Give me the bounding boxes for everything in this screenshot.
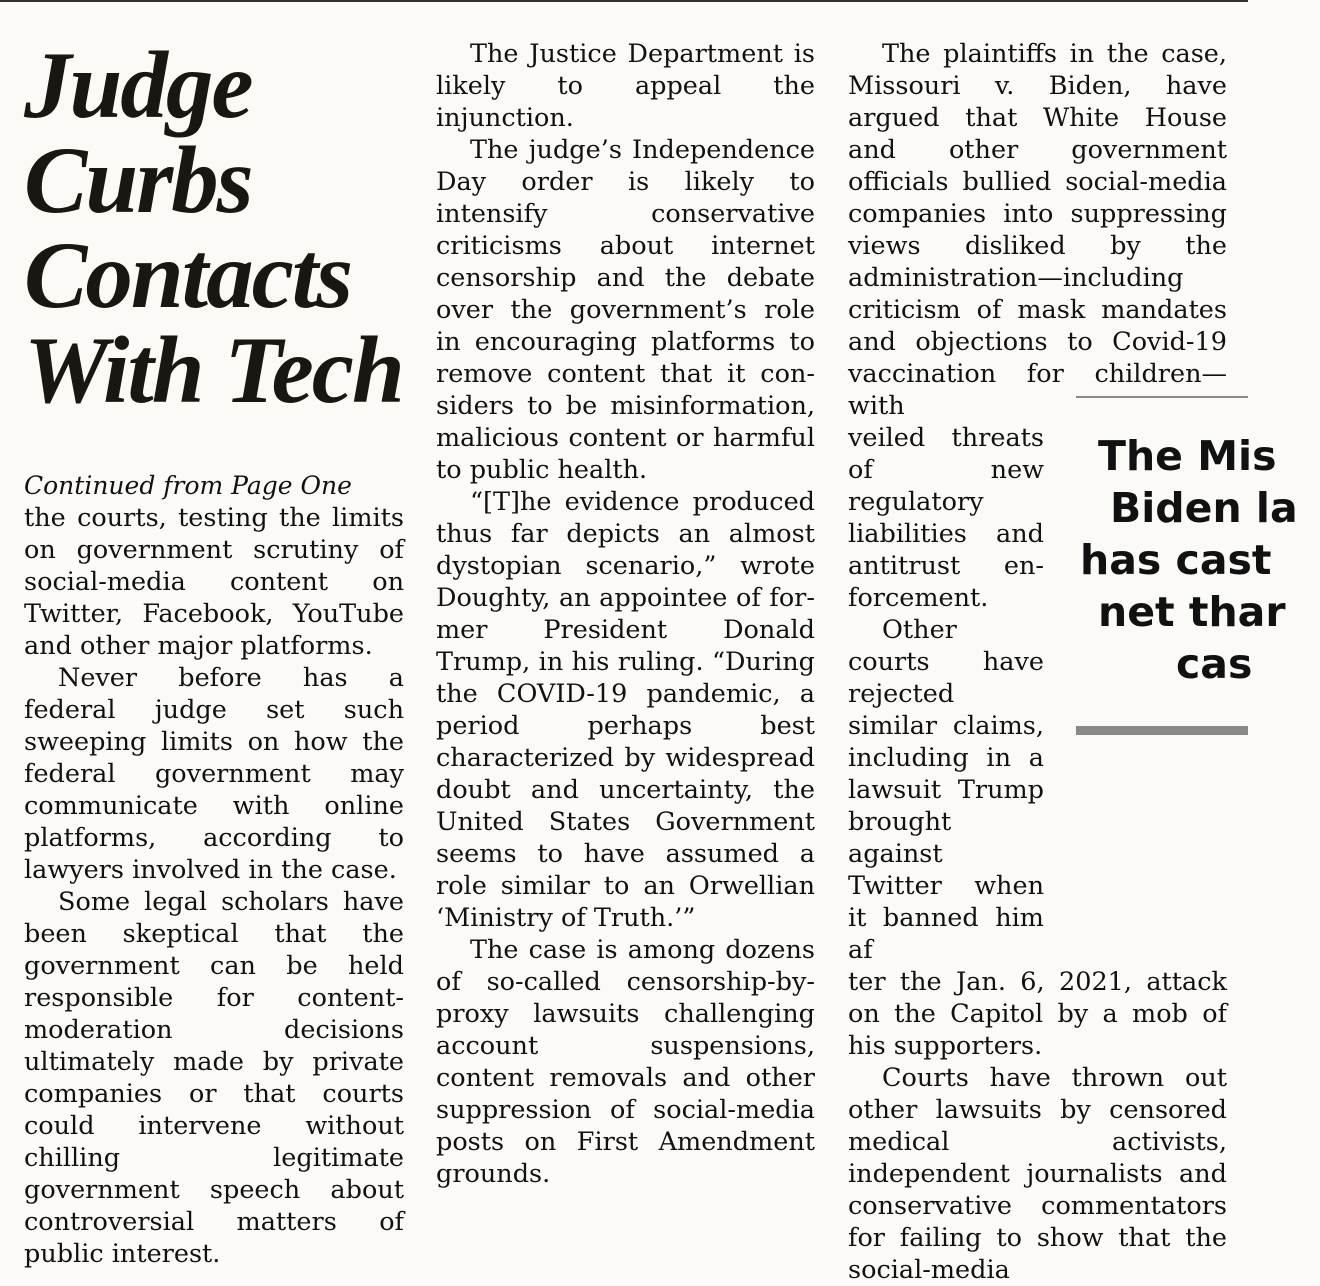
pull-quote-line-2: Biden la bbox=[1110, 484, 1298, 532]
col2-paragraph-3: “[T]he evidence produced thus far depicts an almost dystopian scenario,” wrote Doughty, an appointee of former President Donald Trump, in his ruling. “During the COVID-19 pandemic, a period perhaps best characterized by widespread doubt and uncertainty, the United States Government seems to have assumed a role similar to an Orwellian ‘Ministry of Truth.’” bbox=[436, 487, 815, 933]
headline-line-1: Judge Curbs bbox=[24, 32, 252, 233]
col1-paragraph-2: Never before has a federal judge set such sweeping limits on how the federal government may communicate with online platforms, according to lawyers involved in the case. bbox=[24, 663, 404, 885]
col3-paragraph-2-wide: ter the Jan. 6, 2021, attack on the Capitol by a mob of his supporters. bbox=[848, 967, 1227, 1061]
pull-quote-line-3: has cast bbox=[1080, 536, 1272, 584]
col3-paragraph-2-narrow: Other courts have rejected similar claims, including in a lawsuit Trump brought against Twitter when it banned him af bbox=[848, 615, 1044, 965]
pull-quote-line-5: cas bbox=[1176, 640, 1253, 688]
pull-quote-top-rule bbox=[1076, 396, 1248, 398]
col3-paragraph-1-narrow: veiled threats of new regulatory liabilities and antitrust enforcement. bbox=[848, 423, 1044, 613]
pull-quote-text bbox=[1080, 430, 1320, 690]
headline-line-3: With Tech bbox=[24, 317, 403, 423]
column-1 bbox=[24, 32, 404, 1270]
col2-paragraph-1: The Justice Department is likely to appeal the injunction. bbox=[436, 39, 815, 133]
col1-paragraph-1: the courts, testing the limits on government scrutiny of social-media content on Twitter, Facebook, YouTube and other major platforms. bbox=[24, 503, 404, 661]
top-rule bbox=[0, 0, 1248, 2]
col1-paragraph-3: Some legal scholars have been skeptical that the government can be held responsible for content-moderation decisions ultimately made by private companies or that courts could intervene without chilling legitimate government speech about controversial matters of public interest. bbox=[24, 887, 404, 1269]
col3-paragraph-1-wide: The plaintiffs in the case, Missouri v. Biden, have argued that White House and other government officials bullied social-media companies into suppressing views disliked by the administration—including criticism of mask mandates and objections to Covid-19 vaccination for children—with bbox=[848, 39, 1227, 421]
pull-quote-line-1: The Mis bbox=[1098, 432, 1277, 480]
pull-quote-bottom-rule bbox=[1076, 726, 1248, 735]
headline-line-2: Contacts bbox=[24, 222, 352, 328]
column-2 bbox=[436, 38, 815, 1190]
continued-from-label: Continued from Page One bbox=[24, 471, 352, 500]
headline bbox=[24, 32, 404, 423]
col2-paragraph-2: The judge’s Independence Day order is likely to intensify conservative criticisms about internet censorship and the debate over the government’s role in encouraging platforms to remove content that it considers to be misinformation, malicious content or harmful to public health. bbox=[436, 135, 815, 485]
col2-paragraph-4: The case is among dozens of so-called censorship-by-proxy lawsuits challenging account suspensions, content removals and other suppression of social-media posts on First Amendment grounds. bbox=[436, 935, 815, 1189]
pull-quote bbox=[1076, 396, 1298, 736]
col3-paragraph-3: Courts have thrown out other lawsuits by censored medical activists, independent journalists and conservative commentators for failing to show that the social-media bbox=[848, 1063, 1227, 1285]
pull-quote-line-4: net thar bbox=[1098, 588, 1286, 636]
